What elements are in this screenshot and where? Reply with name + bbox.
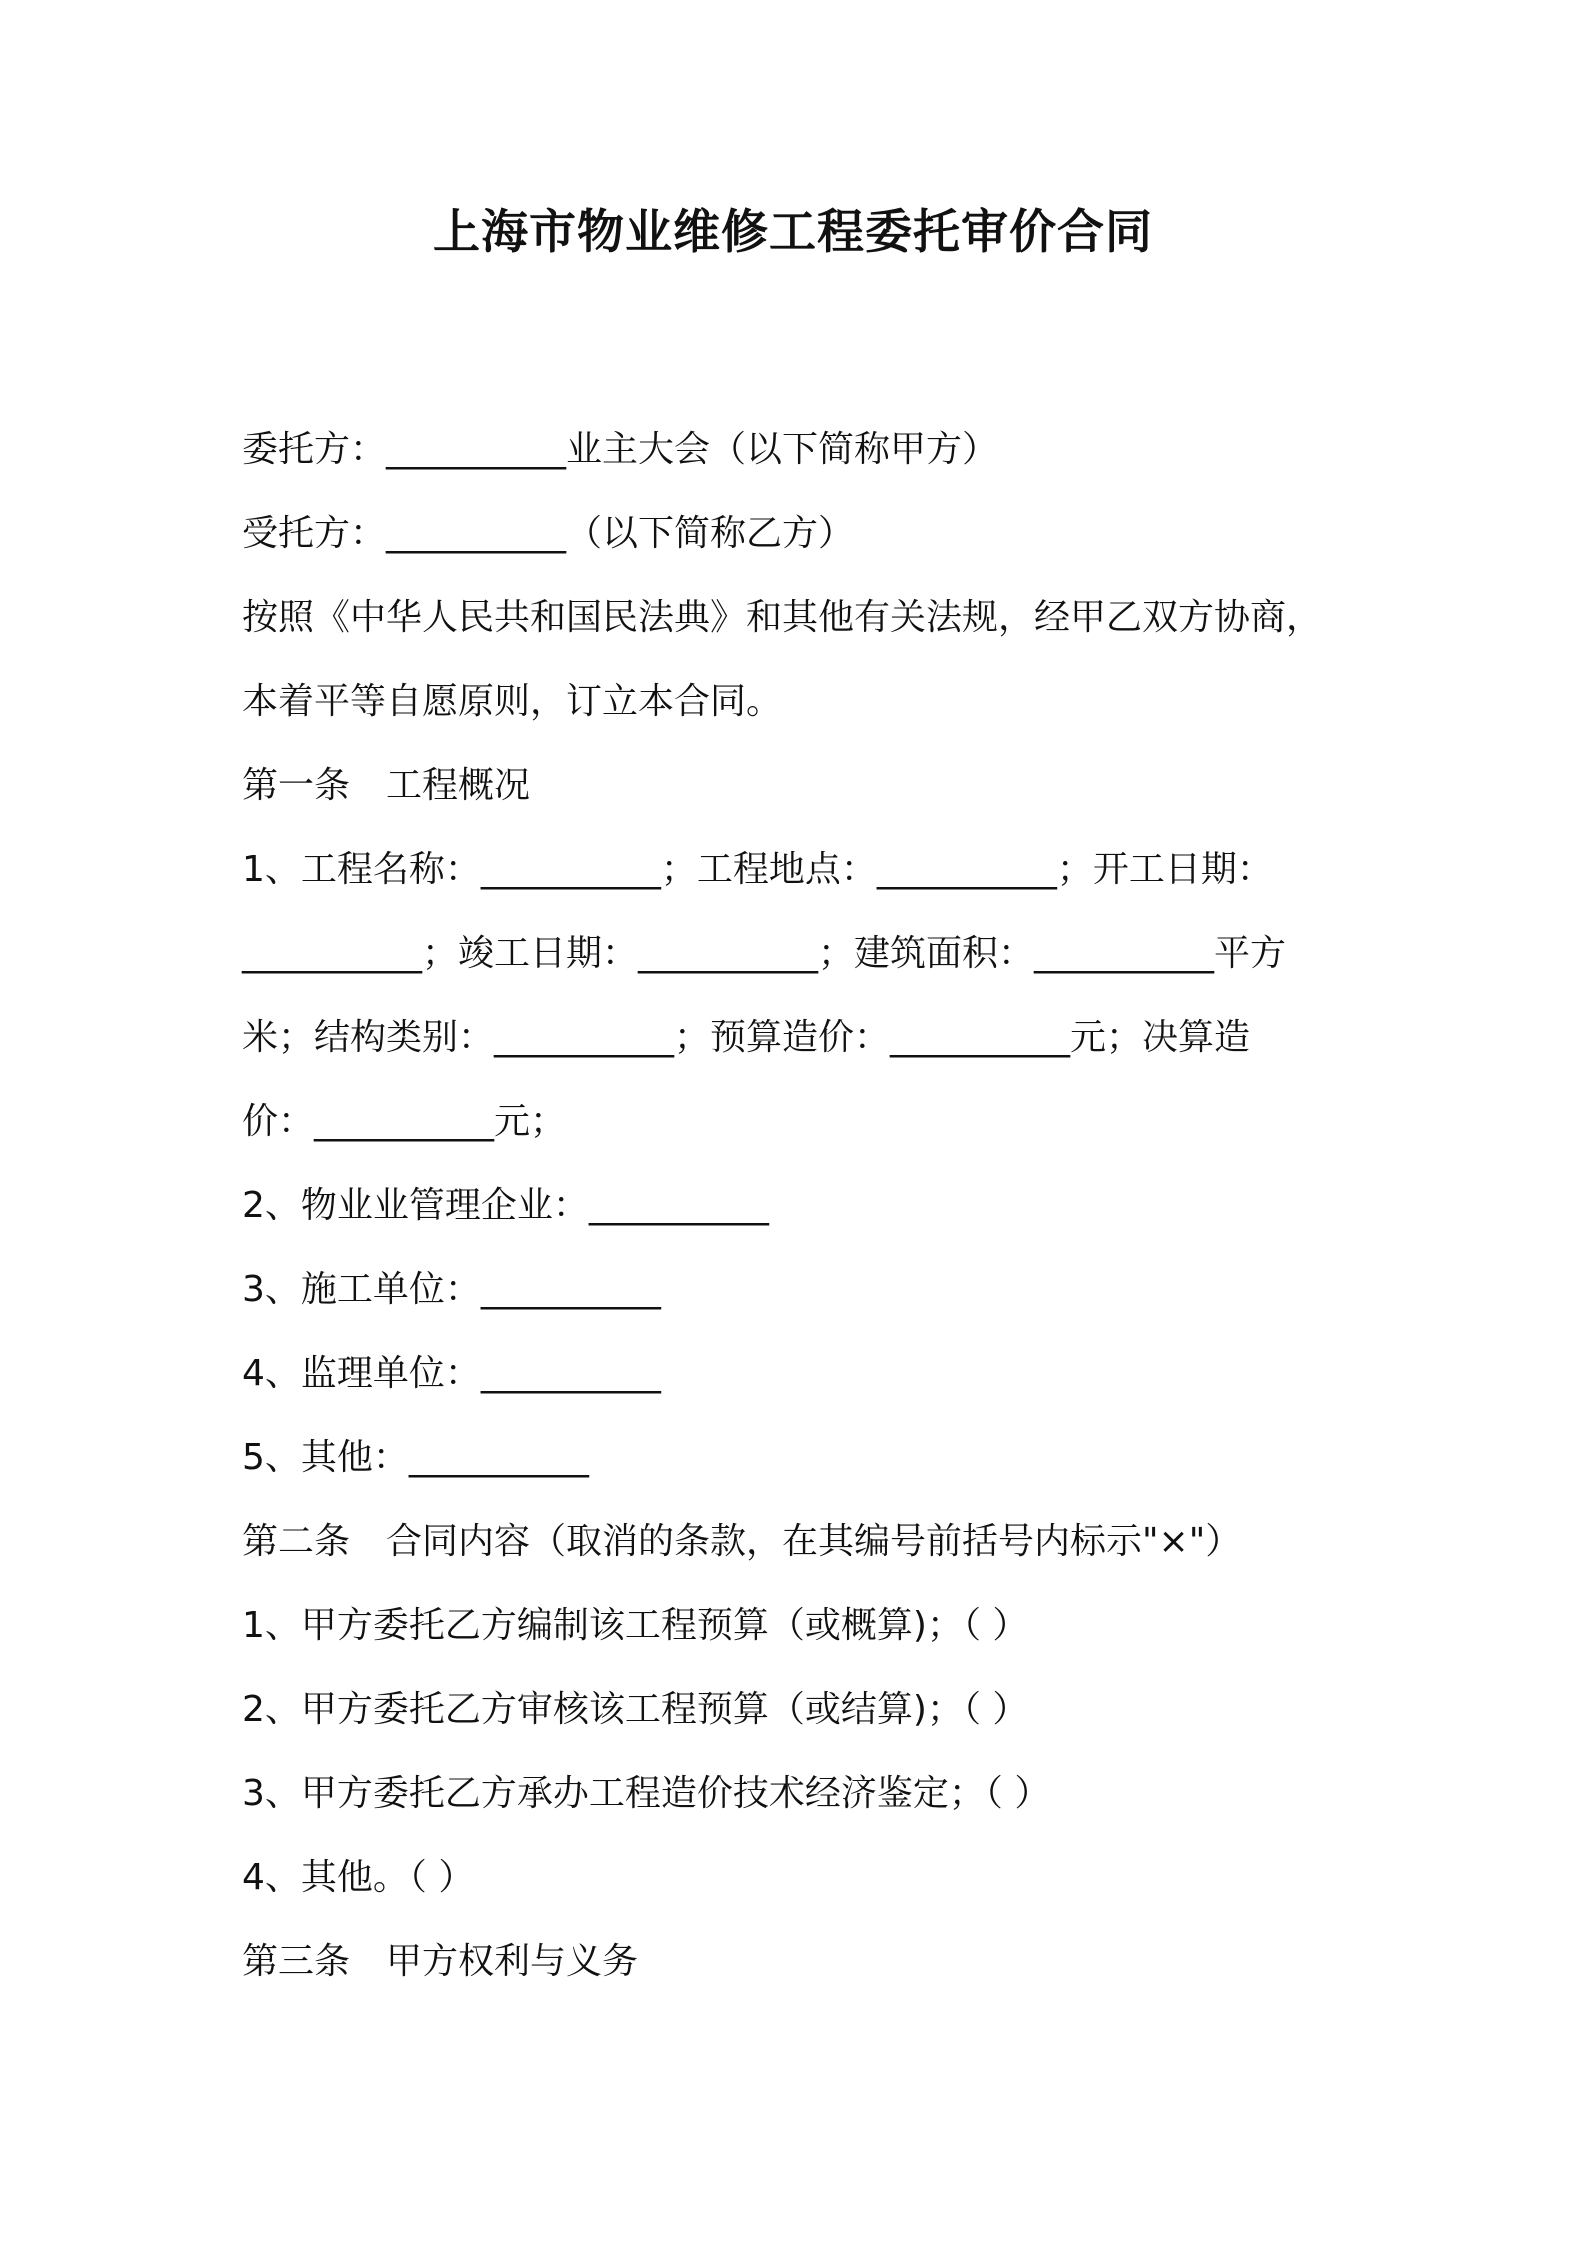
article-1-item-2: 2、物业业管理企业：__________ [242,1185,769,1226]
article-1-heading: 第一条 工程概况 [242,765,531,806]
party-b-line: 受托方：__________（以下简称乙方） [242,513,855,554]
contract-body [242,408,1362,2004]
article-1-item-1-line-1: 1、工程名称：__________；工程地点：__________；开工日期： [242,849,1273,890]
article-1-item-1-line-3: 米；结构类别：__________；预算造价：__________元；决算造 [242,1017,1251,1058]
article-1-item-1-line-4: 价：__________元； [242,1101,567,1142]
article-1-item-1-line-2: __________；竣工日期：__________；建筑面积：__________平方 [242,933,1287,974]
article-2-heading: 第二条 合同内容（取消的条款，在其编号前括号内标示"×"） [242,1521,1242,1562]
article-1-item-5: 5、其他：__________ [242,1437,589,1478]
article-2-item-2: 2、甲方委托乙方审核该工程预算（或结算)；（ ） [242,1689,1029,1730]
document-title: 上海市物业维修工程委托审价合同 [433,205,1153,260]
article-3-heading: 第三条 甲方权利与义务 [242,1941,639,1982]
article-1-item-3: 3、施工单位：__________ [242,1269,661,1310]
party-a-line: 委托方：__________业主大会（以下简称甲方） [242,429,999,470]
article-2-item-4: 4、其他。（ ） [242,1857,475,1898]
article-2-item-3: 3、甲方委托乙方承办工程造价技术经济鉴定；（ ） [242,1773,1051,1814]
preamble-line-1: 按照《中华人民共和国民法典》和其他有关法规，经甲乙双方协商， [242,597,1323,638]
article-1-item-4: 4、监理单位：__________ [242,1353,661,1394]
preamble-line-2: 本着平等自愿原则，订立本合同。 [242,681,783,722]
article-2-item-1: 1、甲方委托乙方编制该工程预算（或概算)；（ ） [242,1605,1029,1646]
